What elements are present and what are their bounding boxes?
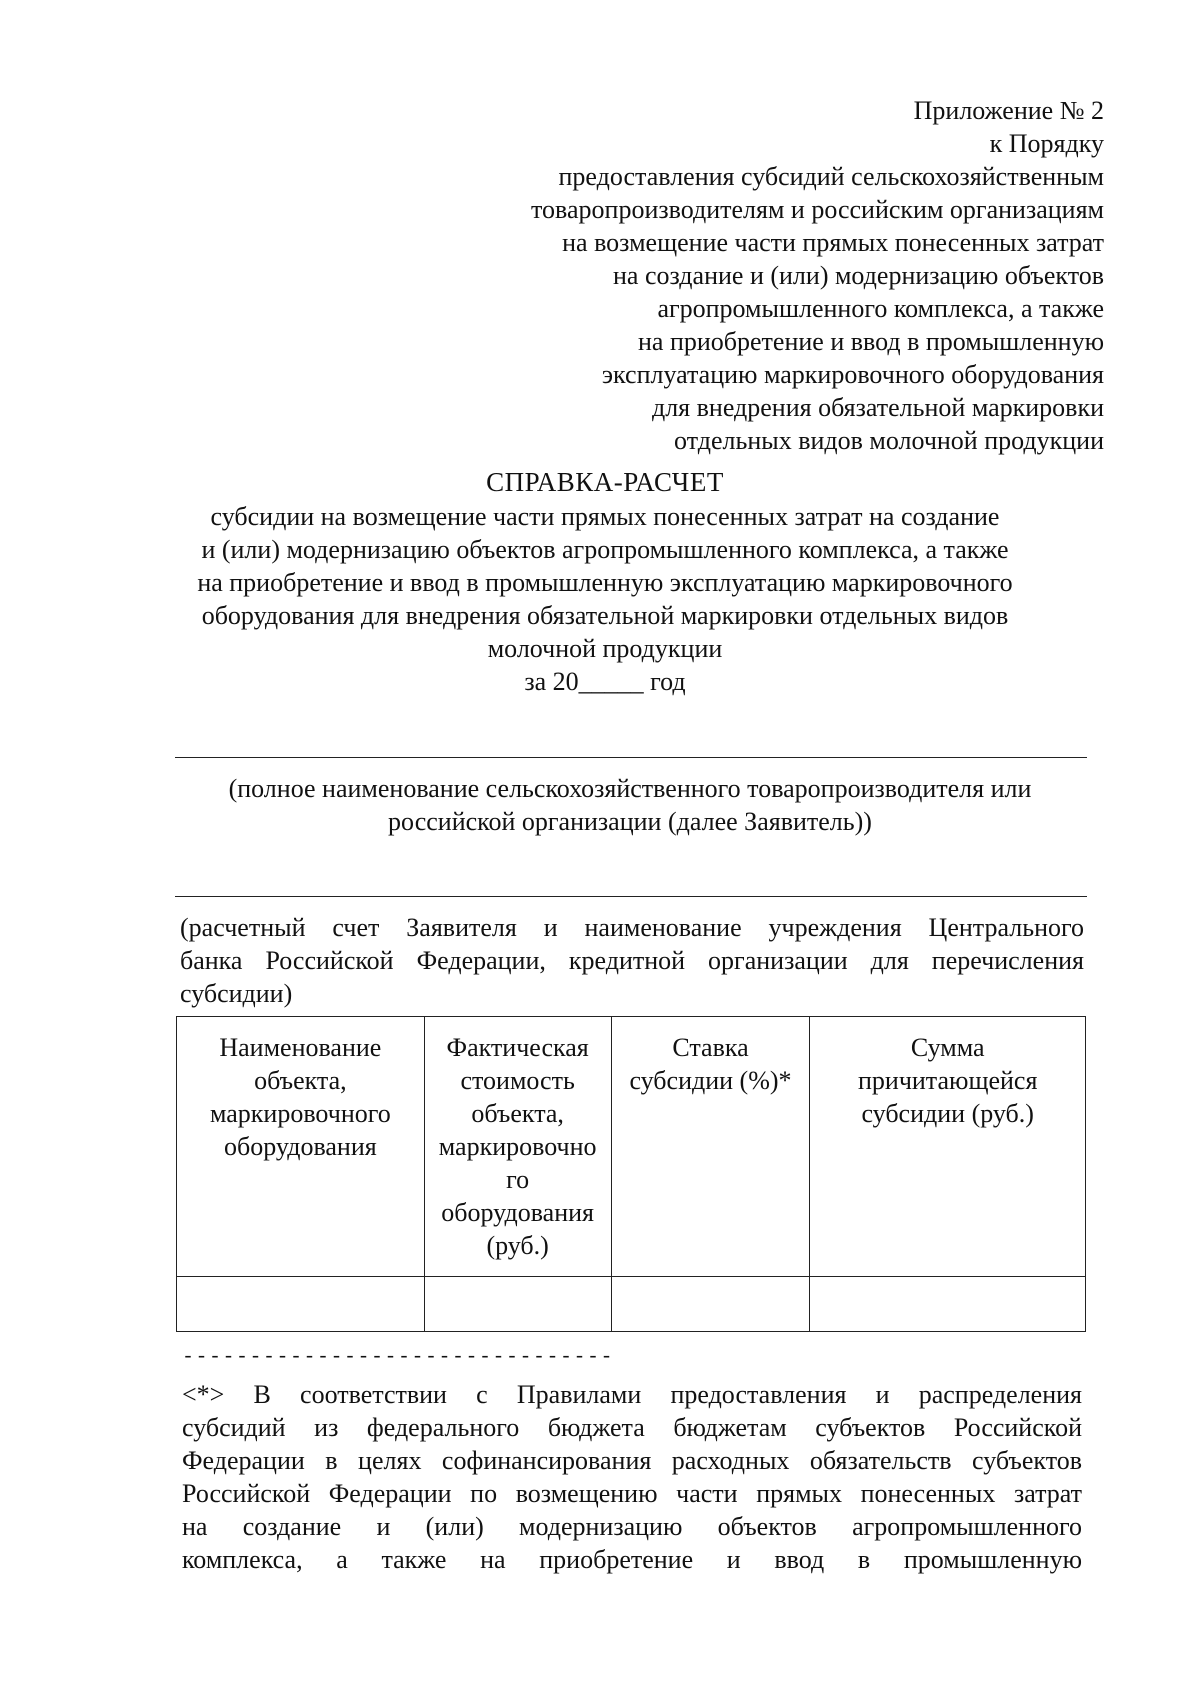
footnote-line: Федерации в целях софинансирования расходных обязательств субъектов: [182, 1446, 1082, 1475]
appendix-line: товаропроизводителям и российским организациям: [531, 195, 1104, 224]
title-subline: оборудования для внедрения обязательной маркировки отдельных видов: [201, 601, 1009, 630]
applicant-name-blank-line[interactable]: [175, 757, 1087, 758]
appendix-heading: [384, 94, 1104, 457]
caption-line: банка Российской Федерации, кредитной организации для перечисления: [180, 946, 1084, 975]
title-subline: и (или) модернизацию объектов агропромышленного комплекса, а также: [201, 535, 1009, 564]
footnote-separator: --------------------------------: [182, 1346, 615, 1369]
appendix-line: на приобретение и ввод в промышленную: [638, 327, 1104, 356]
table-header-row: [177, 1017, 1086, 1277]
table-cell[interactable]: [424, 1277, 611, 1332]
document-title-block: [150, 466, 1060, 698]
appendix-line: предоставления субсидий сельскохозяйственным: [558, 162, 1104, 191]
appendix-line: агропромышленного комплекса, а также: [657, 294, 1104, 323]
appendix-line: на создание и (или) модернизацию объектов: [613, 261, 1104, 290]
footnote-line: субсидий из федерального бюджета бюджетам субъектов Российской: [182, 1413, 1082, 1442]
header-actual-cost: Фактическая стоимость объекта, маркировочно го оборудования (руб.): [424, 1017, 611, 1277]
appendix-line: отдельных видов молочной продукции: [674, 426, 1104, 455]
footnote-line: Российской Федерации по возмещению части прямых понесенных затрат: [182, 1479, 1082, 1508]
title-subline: субсидии на возмещение части прямых понесенных затрат на создание: [210, 502, 1000, 531]
header-subsidy-amount: Сумма причитающейся субсидии (руб.): [810, 1017, 1086, 1277]
appendix-line: на возмещение части прямых понесенных затрат: [562, 228, 1104, 257]
caption-line: (полное наименование сельскохозяйственного товаропроизводителя или: [228, 774, 1032, 803]
title-subline: молочной продукции: [487, 634, 723, 663]
subsidy-calculation-table: [176, 1016, 1086, 1332]
appendix-line: к Порядку: [989, 129, 1104, 158]
footnote-line: на создание и (или) модернизацию объектов агропромышленного: [182, 1512, 1082, 1541]
table-cell[interactable]: [810, 1277, 1086, 1332]
caption-line: (расчетный счет Заявителя и наименование учреждения Центрального: [180, 913, 1084, 942]
caption-line: субсидии): [180, 979, 293, 1008]
caption-line: российской организации (далее Заявитель)): [388, 807, 872, 836]
year-line: за 20_____ год: [524, 667, 686, 696]
footnote: [182, 1378, 1082, 1576]
document-title: СПРАВКА-РАСЧЕТ: [486, 467, 724, 497]
table-cell[interactable]: [177, 1277, 425, 1332]
footnote-line: комплекса, а также на приобретение и ввод в промышленную: [182, 1545, 1082, 1574]
header-subsidy-rate: Ставка субсидии (%)*: [611, 1017, 810, 1277]
appendix-line: для внедрения обязательной маркировки: [651, 393, 1104, 422]
appendix-line: Приложение № 2: [913, 96, 1104, 125]
table-row: [177, 1277, 1086, 1332]
applicant-caption: [150, 772, 1110, 838]
header-object-name: Наименование объекта, маркировочного оборудования: [177, 1017, 425, 1277]
appendix-line: эксплуатацию маркировочного оборудования: [601, 360, 1104, 389]
table-cell[interactable]: [611, 1277, 810, 1332]
title-subline: на приобретение и ввод в промышленную эксплуатацию маркировочного: [197, 568, 1013, 597]
footnote-line: <*> В соответствии с Правилами предоставления и распределения: [182, 1380, 1082, 1409]
account-blank-line[interactable]: [175, 896, 1087, 897]
account-caption: [180, 911, 1084, 1010]
